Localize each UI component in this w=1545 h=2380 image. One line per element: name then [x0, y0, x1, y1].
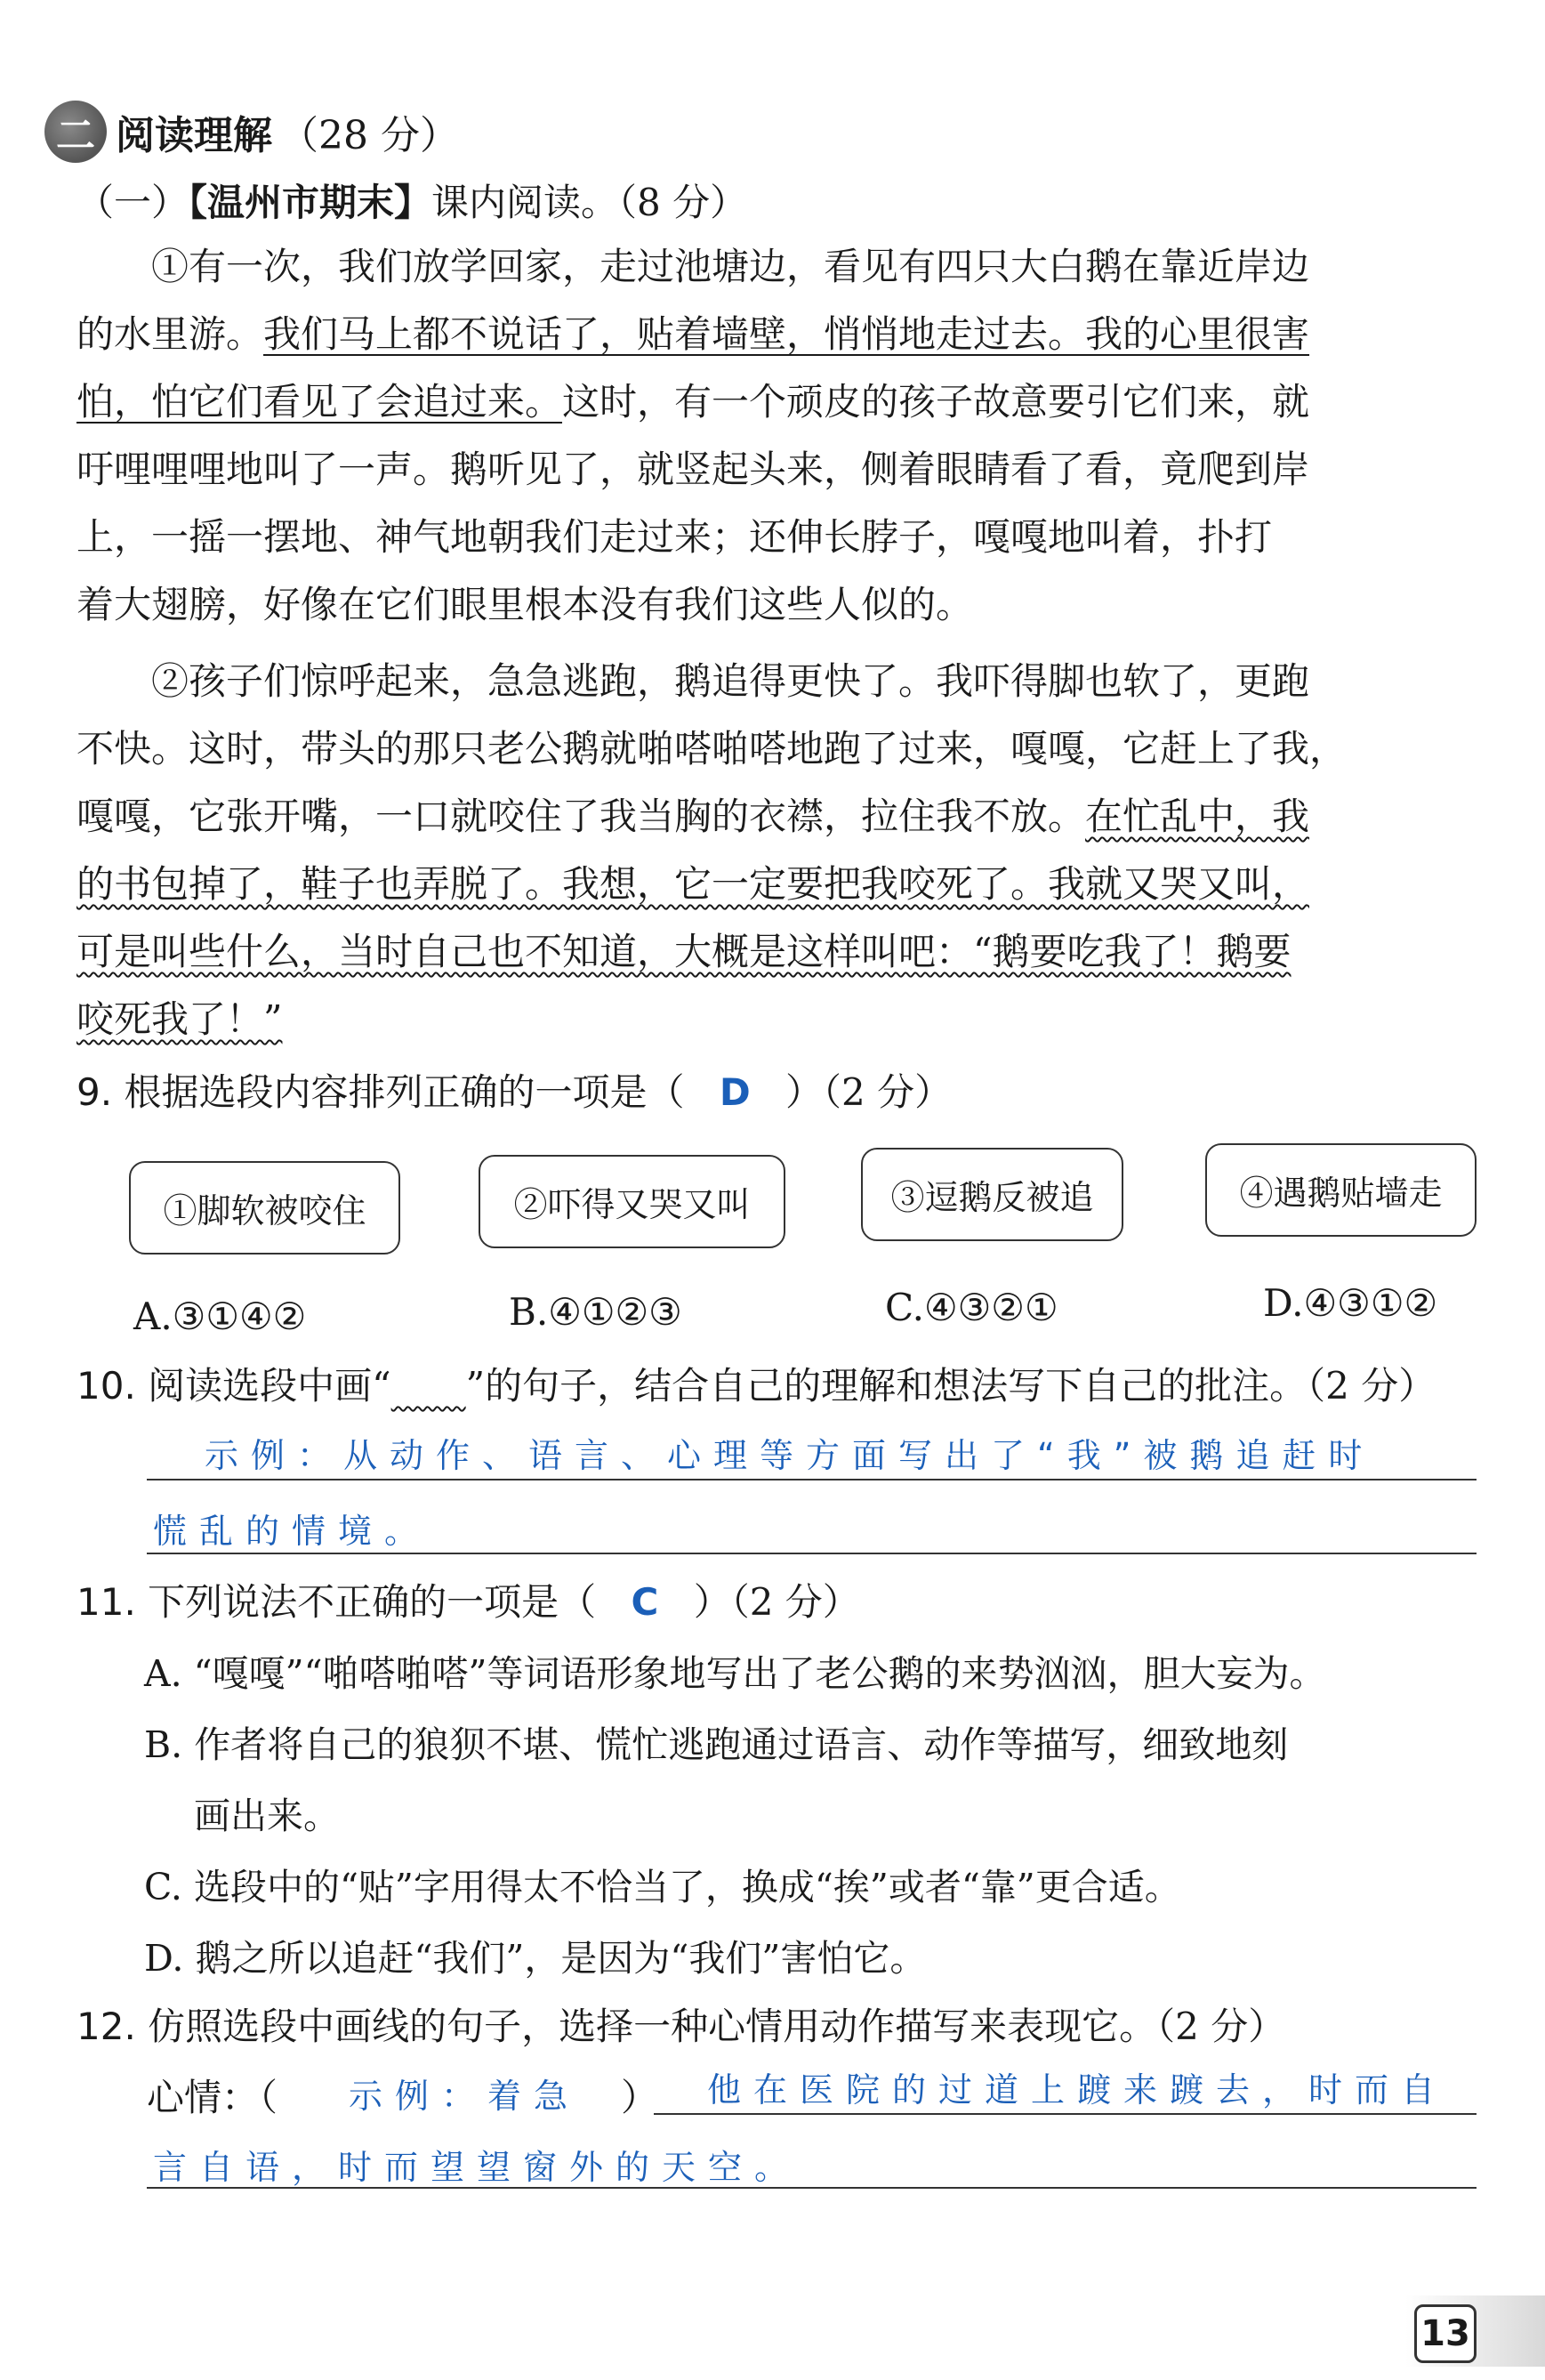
- question-score: ）（2 分）: [785, 1070, 953, 1114]
- question-text: 仿照选段中画线的句子，选择一种心情用动作描写来表现它。（2 分）: [148, 2005, 1286, 2048]
- answer-mark: D: [719, 1070, 751, 1114]
- answer-rule: [147, 1479, 1477, 1480]
- passage-line: [76, 851, 1473, 918]
- question-11: [76, 1573, 860, 1626]
- option-d: D.④③①②: [1263, 1281, 1438, 1325]
- question-number: 9.: [76, 1070, 113, 1114]
- source-tag: 【温州市期末】: [189, 181, 432, 224]
- wavy-underlined-sentence: 咬死我了！”: [76, 997, 283, 1041]
- part-prefix: （一）: [76, 181, 189, 224]
- wavy-underlined-sentence: 可是叫些什么，当时自己也不知道，大概是这样叫吧：“鹅要吃我了！鹅要: [76, 930, 1292, 973]
- option-a: A.③①④②: [133, 1295, 307, 1338]
- passage-line: [76, 986, 1473, 1053]
- q11-option-a: A. “嘎嘎”“啪嗒啪嗒”等词语形象地写出了老公鹅的来势汹汹，胆大妄为。: [144, 1652, 1326, 1695]
- question-text: 下列说法不正确的一项是（: [148, 1580, 597, 1624]
- section-score: （28 分）: [279, 113, 459, 158]
- answer-line-1: 他在医院的过道上踱来踱去，时而自: [707, 2070, 1448, 2110]
- passage-line: 上，一摇一摆地、神气地朝我们走过来；还伸长脖子，嘎嘎地叫着，扑打: [76, 515, 1273, 559]
- question-score: ）（2 分）: [693, 1580, 860, 1624]
- mood-answer: 示例：着急: [349, 2077, 581, 2116]
- wavy-underlined-sentence: 在忙乱中，我: [1085, 795, 1310, 838]
- passage-line: 着大翅膀，好像在它们眼里根本没有我们这些人似的。: [76, 583, 974, 626]
- question-9: [76, 1063, 952, 1117]
- wavy-line-sample: [391, 1364, 466, 1408]
- q11-option-d: D. 鹅之所以追赶“我们”，是因为“我们”害怕它。: [144, 1937, 927, 1980]
- question-number: 12.: [76, 2005, 136, 2048]
- answer-line-2: 慌乱的情境。: [153, 1512, 431, 1551]
- mood-close: ）: [621, 2076, 659, 2119]
- answer-rule: [654, 2113, 1477, 2115]
- q11-option-b-cont: 画出来。: [194, 1795, 340, 1837]
- q11-option-c: C. 选段中的“贴”字用得太不恰当了，换成“挨”或者“靠”更合适。: [144, 1866, 1181, 1908]
- question-text: 阅读选段中画“: [148, 1364, 391, 1408]
- passage-text: 嘎嘎，它张开嘴，一口就咬住了我当胸的衣襟，拉住我不放。: [76, 795, 1086, 838]
- q11-option-b: B. 作者将自己的狼狈不堪、慌忙逃跑通过语言、动作等描写，细致地刻: [144, 1723, 1289, 1766]
- question-10: [76, 1357, 1436, 1410]
- passage-line: [76, 368, 1473, 436]
- option-b: B.④①②③: [509, 1290, 682, 1334]
- answer-line-1: 示例：从动作、语言、心理等方面写出了“我”被鹅追赶时: [205, 1436, 1375, 1475]
- event-card-1: ①脚软被咬住: [129, 1161, 400, 1255]
- passage-paragraph-1: [76, 233, 1473, 639]
- answer-rule: [147, 1553, 1477, 1554]
- option-c: C.④③②①: [885, 1286, 1058, 1329]
- passage-paragraph-2: [76, 648, 1473, 1053]
- underlined-sentence: 我们马上都不说话了，贴着墙壁，悄悄地走过去。我的心里很害: [263, 312, 1310, 356]
- passage-line: [76, 918, 1473, 986]
- passage-line: 吁哩哩哩地叫了一声。鹅听见了，就竖起头来，侧着眼睛看了看，竟爬到岸: [76, 448, 1310, 491]
- answer-mark: C: [631, 1580, 659, 1624]
- section-number-badge: 二: [44, 101, 107, 163]
- part-heading: [76, 173, 747, 227]
- passage-line: ①有一次，我们放学回家，走过池塘边，看见有四只大白鹅在靠近岸边: [151, 245, 1310, 288]
- part-label: 课内阅读。（8 分）: [431, 181, 748, 224]
- question-text: 根据选段内容排列正确的一项是（: [124, 1070, 685, 1114]
- section-header: [44, 96, 459, 167]
- event-card-4: ④遇鹅贴墙走: [1205, 1143, 1477, 1237]
- event-card-2: ②吓得又哭又叫: [479, 1155, 785, 1248]
- question-number: 11.: [76, 1580, 136, 1624]
- question-text: ”的句子，结合自己的理解和想法写下自己的批注。（2 分）: [465, 1364, 1436, 1408]
- question-12: [76, 1997, 1285, 2051]
- passage-text: 这时，有一个顽皮的孩子故意要引它们来，就: [562, 380, 1310, 424]
- answer-rule: [147, 2187, 1477, 2189]
- underlined-sentence: 怕，怕它们看见了会追过来。: [76, 380, 563, 424]
- passage-line: 不快。这时，带头的那只老公鹅就啪嗒啪嗒地跑了过来，嘎嘎，它赶上了我，: [76, 727, 1348, 770]
- page-number: 13: [1414, 2304, 1477, 2363]
- passage-line: [76, 301, 1473, 368]
- event-card-3: ③逗鹅反被追: [861, 1148, 1123, 1241]
- passage-line: [76, 783, 1473, 851]
- question-number: 10.: [76, 1364, 136, 1408]
- answer-line-2: 言自语，时而望望窗外的天空。: [153, 2148, 801, 2187]
- passage-text: 的水里游。: [76, 312, 264, 356]
- passage-line: ②孩子们惊呼起来，急急逃跑，鹅追得更快了。我吓得脚也软了，更跑: [151, 659, 1310, 703]
- section-title: 阅读理解: [116, 113, 272, 158]
- mood-label: 心情：（: [147, 2076, 278, 2119]
- wavy-underlined-sentence: 的书包掉了，鞋子也弄脱了。我想，它一定要把我咬死了。我就又哭又叫，: [76, 862, 1310, 906]
